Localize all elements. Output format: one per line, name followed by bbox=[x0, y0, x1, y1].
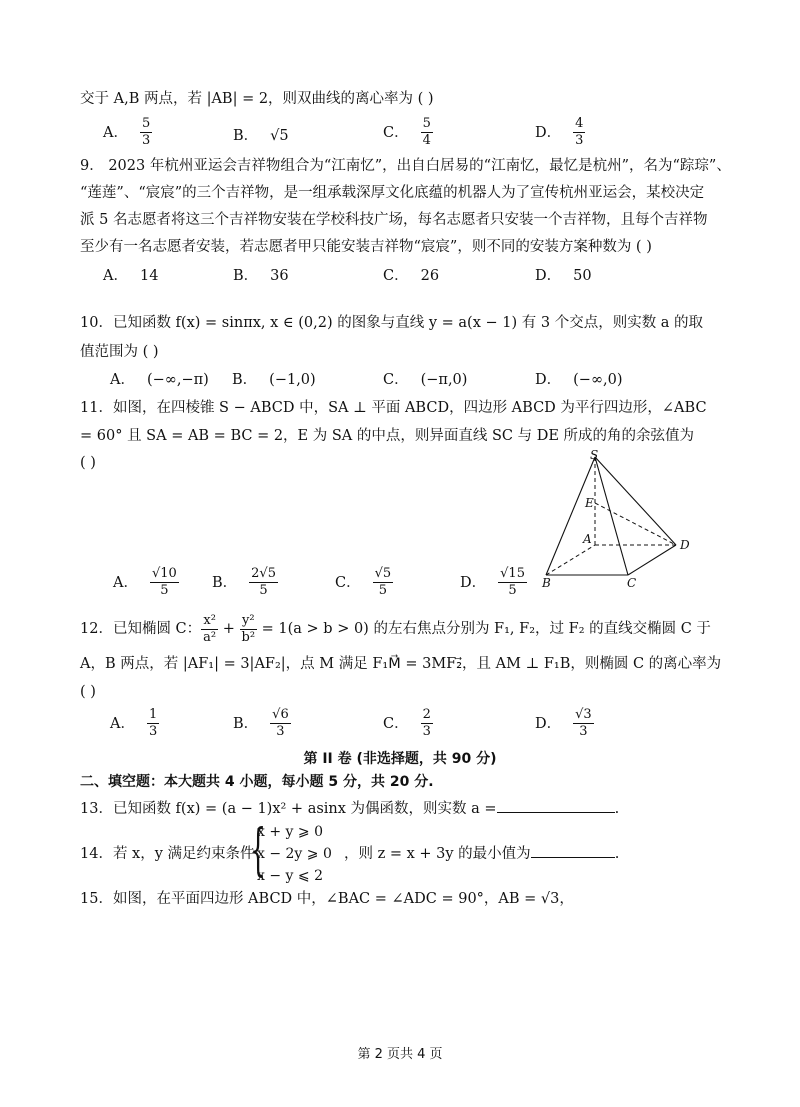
q9-option-a: A． 14 bbox=[103, 268, 159, 284]
q11-line-3: ( ) bbox=[80, 455, 96, 471]
q9-option-d: D． 50 bbox=[535, 268, 592, 284]
q14-brace: { bbox=[250, 818, 267, 883]
edge-sb bbox=[546, 457, 595, 575]
q8-text: 交于 A,B 两点，若 |AB| = 2，则双曲线的离心率为 ( ) bbox=[80, 91, 434, 107]
q9-option-b: B． 36 bbox=[233, 268, 289, 284]
page-footer: 第 2 页共 4 页 bbox=[357, 1047, 443, 1062]
q8-option-c: C． $\frac{5}{4}$ bbox=[383, 116, 431, 148]
q14-constraint-1: x + y ⩾ 0 bbox=[257, 824, 323, 840]
pyramid-figure bbox=[530, 445, 705, 590]
q11-line-2: = 60° 且 SA = AB = BC = 2，E 为 SA 的中点，则异面直线 SC 与 DE 所成的角的余弦值为 bbox=[80, 428, 695, 444]
label-s: S bbox=[590, 448, 599, 462]
q9-line-3: 派 5 名志愿者将这三个吉祥物安装在学校科技广场，每名志愿者只安装一个吉祥物，且每个吉祥物 bbox=[80, 212, 708, 228]
q9-line-2: “莲莲”、“宸宸”的三个吉祥物，是一组承载深厚文化底蕴的机器人为了宣传杭州亚运会，某校决定 bbox=[80, 185, 705, 201]
label-e: E bbox=[585, 496, 594, 510]
part-2-title: 第 II 卷 (非选择题，共 90 分) bbox=[303, 751, 497, 767]
q11-option-d: D． $\frac{√15}{5}$ bbox=[460, 566, 525, 598]
q9-line-1: 9． 2023 年杭州亚运会吉祥物组合为“江南忆”，出自白居易的“江南忆，最忆是杭州”，名为“踪琮”、 bbox=[80, 158, 731, 174]
q12-option-a: A． $\frac{1}{3}$ bbox=[110, 707, 158, 739]
q10-line-2: 值范围为 ( ) bbox=[80, 344, 159, 360]
segment-ed bbox=[595, 503, 676, 545]
q10-option-b: B． (−1,0) bbox=[232, 372, 316, 388]
edge-ba bbox=[546, 545, 595, 575]
q14-answer-blank[interactable] bbox=[531, 843, 615, 858]
edge-cd bbox=[628, 545, 676, 575]
q14-prefix: 14．若 x，y 满足约束条件 bbox=[80, 846, 255, 862]
q9-option-c: C． 26 bbox=[383, 268, 440, 284]
q12-line-2: A，B 两点，若 |AF₁| = 3|AF₂|，点 M 满足 F₁M⃗ = 3MF₂⃗，且 AM ⊥ F₁B，则椭圆 C 的离心率为 bbox=[80, 656, 722, 672]
q12-option-c: C． $\frac{2}{3}$ bbox=[383, 707, 431, 739]
q9-line-4: 至少有一名志愿者安装，若志愿者甲只能安装吉祥物“宸宸”，则不同的安装方案种数为 ( ) bbox=[80, 239, 652, 255]
q13-answer-blank[interactable] bbox=[497, 798, 615, 813]
q12-line-1: 12．已知椭圆 C： $\frac{\text{x²}}{\text{a²}}$ + $\frac{\text{y²}}{\text{b²}}$ = 1(a > b > 0) 的左右焦点分别为 F₁, F₂，过 F₂ 的直线交椭圆 C 于 bbox=[80, 612, 711, 645]
q12-option-b: B． $\frac{√6}{3}$ bbox=[233, 707, 289, 739]
q15-line: 15．如图，在平面四边形 ABCD 中，∠BAC = ∠ADC = 90°，AB = √3， bbox=[80, 891, 574, 907]
q8-option-d: D． $\frac{4}{3}$ bbox=[535, 116, 584, 148]
q10-option-c: C． (−π,0) bbox=[383, 372, 468, 388]
section-2-title: 二、填空题：本大题共 4 小题，每小题 5 分，共 20 分. bbox=[80, 774, 434, 790]
q11-line-1: 11．如图，在四棱锥 S − ABCD 中，SA ⊥ 平面 ABCD，四边形 ABCD 为平行四边形，∠ABC bbox=[80, 400, 707, 416]
q14-constraint-3: x − y ⩽ 2 bbox=[257, 868, 323, 884]
q10-option-d: D． (−∞,0) bbox=[535, 372, 623, 388]
q12-line-3: ( ) bbox=[80, 684, 96, 700]
label-b: B bbox=[542, 576, 551, 590]
label-d: D bbox=[680, 538, 690, 552]
q8-option-a: A． $\frac{5}{3}$ bbox=[103, 116, 151, 148]
q11-option-a: A． $\frac{√10}{5}$ bbox=[113, 566, 177, 598]
label-c: C bbox=[627, 576, 637, 590]
q13-line: 13．已知函数 f(x) = (a − 1)x² + asinx 为偶函数，则实数 a = . bbox=[80, 798, 619, 820]
q14-constraints bbox=[257, 821, 332, 887]
q11-option-c: C． $\frac{√5}{5}$ bbox=[335, 566, 392, 598]
q8-option-b: B． √5 bbox=[233, 128, 289, 144]
q14-suffix: ，则 z = x + 3y 的最小值为 . bbox=[344, 843, 619, 865]
q12-option-d: D． $\frac{√3}{3}$ bbox=[535, 707, 592, 739]
label-a: A bbox=[583, 532, 592, 546]
q11-option-b: B． $\frac{2√5}{5}$ bbox=[212, 566, 276, 598]
q10-line-1: 10．已知函数 f(x) = sinπx, x ∈ (0,2) 的图象与直线 y = a(x − 1) 有 3 个交点，则实数 a 的取 bbox=[80, 315, 704, 331]
q14-constraint-2: x − 2y ⩾ 0 bbox=[257, 846, 332, 862]
q10-option-a: A． (−∞,−π) bbox=[110, 372, 209, 388]
